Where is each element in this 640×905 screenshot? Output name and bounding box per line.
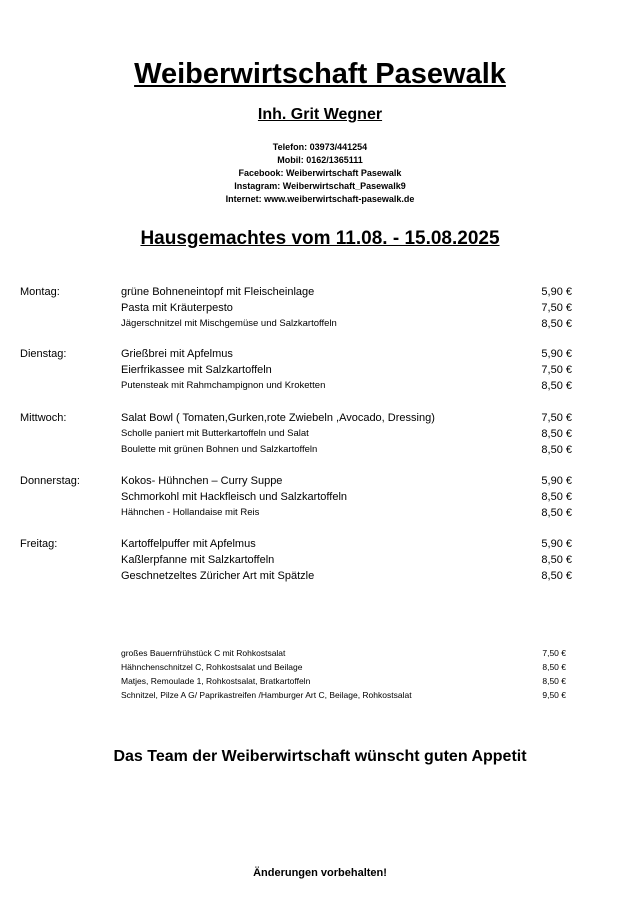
dish-name: Salat Bowl ( Tomaten,Gurken,rote Zwiebeln ,Avocado, Dressing) [121, 412, 435, 424]
dish-price: 8,50 € [541, 380, 572, 392]
dish-price: 7,50 € [541, 364, 572, 376]
dish-price: 8,50 € [541, 491, 572, 503]
dish-price: 5,90 € [541, 475, 572, 487]
dish-price: 8,50 € [541, 554, 572, 566]
day-label-dienstag: Dienstag: [20, 348, 67, 360]
dish-price: 8,50 € [541, 507, 572, 519]
dish-name: Eierfrikassee mit Salzkartoffeln [121, 364, 272, 376]
extra-dish-price: 8,50 € [542, 676, 566, 686]
dish-price: 7,50 € [541, 412, 572, 424]
dish-name: Scholle paniert mit Butterkartoffeln und Salat [121, 428, 309, 439]
dish-name: Kaßlerpfanne mit Salzkartoffeln [121, 554, 275, 566]
owner-name: Inh. Grit Wegner [257, 106, 383, 123]
dish-price: 5,90 € [541, 538, 572, 550]
website-info: Internet: www.weiberwirtschaft-pasewalk.de [225, 194, 415, 204]
extra-dish-name: Schnitzel, Pilze A G/ Paprikastreifen /Hamburger Art C, Beilage, Rohkostsalat [121, 690, 412, 700]
dish-name: grüne Bohneneintopf mit Fleischeinlage [121, 286, 315, 298]
extra-dish-price: 9,50 € [542, 690, 566, 700]
mobile-info: Mobil: 0162/1365111 [277, 155, 363, 165]
restaurant-title: Weiberwirtschaft Pasewalk [134, 58, 506, 90]
dish-name: Putensteak mit Rahmchampignon und Kroketten [121, 380, 326, 391]
dish-name: Pasta mit Kräuterpesto [121, 302, 233, 314]
dish-name: Hähnchen - Hollandaise mit Reis [121, 507, 260, 518]
dish-price: 5,90 € [541, 286, 572, 298]
closing-message: Das Team der Weiberwirtschaft wünscht guten Appetit [113, 748, 527, 765]
dish-name: Geschnetzeltes Züricher Art mit Spätzle [121, 570, 315, 582]
extra-dish-name: Matjes, Remoulade 1, Rohkostsalat, Bratkartoffeln [121, 676, 311, 686]
dish-name: Jägerschnitzel mit Mischgemüse und Salzkartoffeln [121, 318, 337, 329]
dish-name: Boulette mit grünen Bohnen und Salzkartoffeln [121, 444, 318, 455]
day-label-freitag: Freitag: [20, 538, 58, 550]
extra-dish-name: großes Bauernfrühstück C mit Rohkostsalat [121, 648, 286, 658]
day-label-donnerstag: Donnerstag: [20, 475, 80, 487]
dish-name: Kokos- Hühnchen – Curry Suppe [121, 475, 283, 487]
dish-price: 7,50 € [541, 302, 572, 314]
dish-price: 8,50 € [541, 570, 572, 582]
dish-price: 8,50 € [541, 444, 572, 456]
day-label-mittwoch: Mittwoch: [20, 412, 67, 424]
footer-note: Änderungen vorbehalten! [253, 867, 387, 879]
dish-price: 8,50 € [541, 428, 572, 440]
phone-info: Telefon: 03973/441254 [272, 142, 368, 152]
extra-dish-price: 8,50 € [542, 662, 566, 672]
facebook-info: Facebook: Weiberwirtschaft Pasewalk [238, 168, 402, 178]
week-heading: Hausgemachtes vom 11.08. - 15.08.2025 [140, 228, 500, 249]
extra-dish-price: 7,50 € [542, 648, 566, 658]
extra-dish-name: Hähnchenschnitzel C, Rohkostsalat und Beilage [121, 662, 303, 672]
dish-price: 8,50 € [541, 318, 572, 330]
dish-name: Schmorkohl mit Hackfleisch und Salzkartoffeln [121, 491, 348, 503]
dish-name: Kartoffelpuffer mit Apfelmus [121, 538, 256, 550]
dish-price: 5,90 € [541, 348, 572, 360]
instagram-info: Instagram: Weiberwirtschaft_Pasewalk9 [234, 181, 406, 191]
day-label-montag: Montag: [20, 286, 60, 298]
dish-name: Grießbrei mit Apfelmus [121, 348, 233, 360]
